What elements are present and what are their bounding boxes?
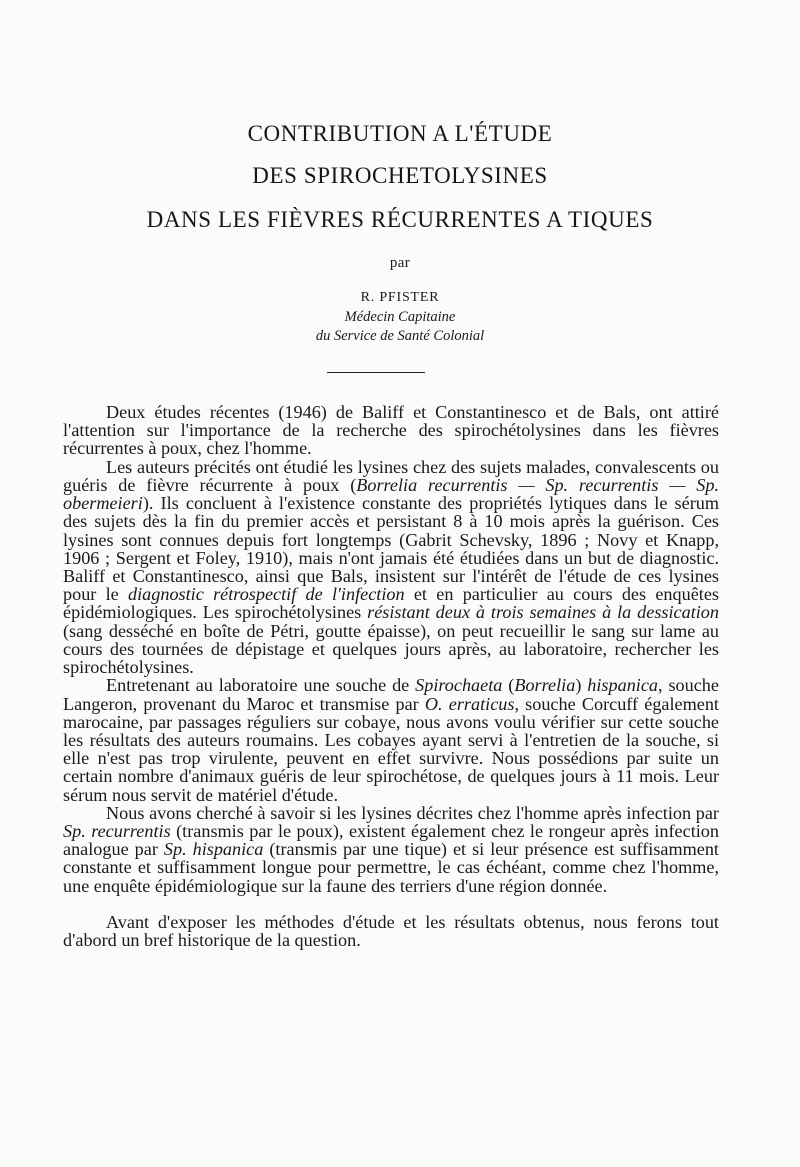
author-affiliation-service: du Service de Santé Colonial [315, 328, 485, 344]
paragraph-3-text-e: , souche Corcuff également marocaine, par passages réguliers sur cobaye, nous avons voulu vérifier sur cette souche les résultats des auteurs roumains. Les cobayes ayant servi à l'entretien de la souche, si elle n'est pas trop virulente, peuvent en effet survivre. Nous possédions par suite un certain nombre d'animaux guéris de leur spirochétose, de quelques jours à 11 mois. Leur sérum nous servit de matériel d'étude. [63, 693, 719, 805]
author-name: R. PFISTER [360, 290, 440, 305]
paragraph-5-text: Avant d'exposer les méthodes d'étude et les résultats obtenus, nous ferons tout d'abord un bref historique de la question. [63, 911, 719, 951]
paragraph-4 [63, 804, 719, 895]
paragraph-2-italic-diagnostic: diagnostic rétrospectif de l'infection [128, 584, 405, 605]
paragraph-3-italic-borrelia: Borrelia [514, 675, 576, 696]
paragraph-3 [63, 676, 719, 804]
paragraph-4-italic-hispanica: Sp. hispanica [163, 839, 264, 860]
paragraph-4-text-c: (transmis par une tique) et si leur présence est suffisamment constante et suffisamment longue pour permettre, le cas échéant, comme chez l'homme, une enquête épidémiologique sur la faune des terriers d'une région donnée. [63, 839, 719, 896]
paragraph-3-text-a: Entretenant au laboratoire une souche de [106, 675, 416, 696]
article-body [63, 403, 719, 949]
title-line-1: CONTRIBUTION A L'ÉTUDE [247, 121, 553, 146]
paragraph-3-text-d: , souche Langeron, provenant du Maroc et transmise par [63, 675, 719, 714]
byline-par: par [389, 255, 411, 271]
paragraph-3-italic-erraticus: O. erraticus [424, 693, 515, 714]
paragraph-1-text: Deux études récentes (1946) de Baliff et Constantinesco et de Bals, ont attiré l'attention sur l'importance de la recherche des spirochétolysines dans les fièvres récurrentes à poux, chez l'homme. [63, 402, 719, 459]
separator-rule [327, 372, 425, 373]
paragraph-3-italic-hispanica: hispanica [587, 675, 659, 696]
paragraph-2-italic-resistance: résistant deux à trois semaines à la dessication [367, 602, 719, 623]
paragraph-4-text-a: Nous avons cherché à savoir si les lysines décrites chez l'homme après infection par [106, 802, 719, 823]
paragraph-4-italic-recurrentis: Sp. recurrentis [63, 821, 171, 842]
author-affiliation-rank: Médecin Capitaine [344, 309, 456, 325]
title-line-2: DES SPIROCHETOLYSINES [252, 163, 548, 188]
paragraph-2-text-d: (sang desséché en boîte de Pétri, goutte épaisse), on peut recueillir le sang sur lame au cours des tournées de dépistage et quelques jours après, au laboratoire, rechercher les spirochétolysines. [63, 620, 719, 678]
paragraph-4-text-b: (transmis par le poux), existent également chez le rongeur après infection analogue par [63, 821, 719, 860]
paragraph-3-text-b: ( [502, 675, 515, 696]
paragraph-2-text-b: ). Ils concluent à l'existence constante des propriétés lytiques dans le sérum des sujets dès la fin du premier accès et persistant 8 à 10 mois après la guérison. Ces lysines sont connues depuis fort longtemps (Gabrit Schevsky, 1896 ; Novy et Knapp, 1906 ; Sergent et Foley, 1910), mais n'ont jamais été étudiées dans un but de diagnostic. Baliff et Constantinesco, ainsi que Bals, insistent sur l'intérêt de l'étude de ces lysines pour le [63, 493, 719, 605]
paragraph-2-text-a: Les auteurs précités ont étudié les lysines chez des sujets malades, convalescents ou guéris de fièvre récurrente à poux ( [63, 456, 719, 495]
paragraph-2 [63, 458, 719, 677]
title-line-3: DANS LES FIÈVRES RÉCURRENTES A TIQUES [146, 207, 654, 232]
paragraph-3-italic-spirochaeta: Spirochaeta [415, 675, 503, 696]
paragraph-2-text-c: et en particulier au cours des enquêtes épidémiologiques. Les spirochétolysines [63, 584, 719, 623]
paragraph-2-italic-species: Borrelia recurrentis — Sp. recurrentis — Sp. obermeieri [63, 474, 719, 514]
paragraph-1 [63, 403, 719, 458]
paragraph-3-text-c: ) [575, 675, 588, 696]
paragraph-5 [63, 913, 719, 949]
